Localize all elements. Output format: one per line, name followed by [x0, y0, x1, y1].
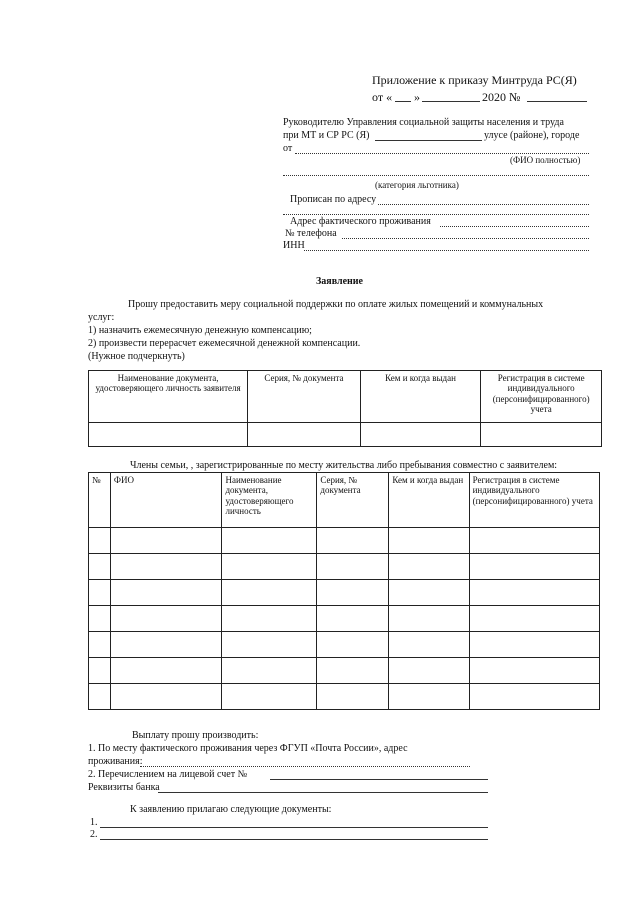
- applicant-documents-table: [88, 370, 602, 447]
- family-col-registration: Регистрация в системе индивидуального (персонифицированного) учета: [469, 473, 599, 528]
- inn-label: ИНН: [283, 240, 305, 251]
- category-field[interactable]: [283, 175, 589, 176]
- payment-option-1: 1. По месту фактического проживания через ФГУП «Почта России», адрес: [88, 743, 408, 754]
- applicant-col-issued: Кем и когда выдан: [360, 371, 481, 423]
- attachment-item-2: 2.: [90, 829, 98, 840]
- payment-option-1-cont: проживания:: [88, 756, 143, 767]
- family-cell[interactable]: [110, 528, 222, 554]
- family-col-fio: ФИО: [110, 473, 222, 528]
- bank-details-label: Реквизиты банка: [88, 782, 160, 793]
- day-field[interactable]: [395, 101, 411, 102]
- residence-address-field[interactable]: [140, 766, 470, 767]
- registered-address-label: Прописан по адресу: [290, 194, 377, 205]
- inn-field[interactable]: [304, 250, 589, 251]
- family-cell[interactable]: [389, 632, 469, 658]
- family-cell[interactable]: [469, 632, 599, 658]
- family-cell[interactable]: [317, 528, 389, 554]
- family-cell[interactable]: [222, 632, 317, 658]
- addressee-line2a: при МТ и СР РС (Я): [283, 130, 370, 141]
- family-cell[interactable]: [89, 528, 111, 554]
- family-cell[interactable]: [389, 684, 469, 710]
- applicant-col-registration: Регистрация в системе индивидуального (персонифицированного) учета: [481, 371, 602, 423]
- family-cell[interactable]: [222, 684, 317, 710]
- family-cell[interactable]: [389, 554, 469, 580]
- attachment-item-1: 1.: [90, 817, 98, 828]
- category-hint: (категория льготника): [375, 180, 459, 190]
- account-number-field[interactable]: [270, 779, 488, 780]
- family-col-issued: Кем и когда выдан: [389, 473, 469, 528]
- family-cell[interactable]: [89, 658, 111, 684]
- month-field[interactable]: [422, 101, 480, 102]
- family-cell[interactable]: [469, 606, 599, 632]
- family-cell[interactable]: [110, 684, 222, 710]
- family-cell[interactable]: [469, 684, 599, 710]
- family-cell[interactable]: [317, 658, 389, 684]
- family-cell[interactable]: [317, 632, 389, 658]
- attachment-field-1[interactable]: [100, 827, 488, 828]
- addressee-line1: Руководителю Управления социальной защиты населения и труда: [283, 117, 564, 128]
- family-cell[interactable]: [469, 658, 599, 684]
- family-col-series: Серия, № документа: [317, 473, 389, 528]
- family-cell[interactable]: [110, 554, 222, 580]
- family-cell[interactable]: [89, 632, 111, 658]
- actual-address-field[interactable]: [440, 226, 589, 227]
- actual-address-label: Адрес фактического проживания: [290, 216, 431, 227]
- registered-address-field[interactable]: [378, 204, 589, 205]
- family-cell[interactable]: [110, 658, 222, 684]
- option-2: 2) произвести перерасчет ежемесячной денежной компенсации.: [88, 338, 361, 349]
- family-cell[interactable]: [222, 606, 317, 632]
- family-cell[interactable]: [89, 580, 111, 606]
- family-cell[interactable]: [469, 580, 599, 606]
- family-cell[interactable]: [389, 528, 469, 554]
- family-cell[interactable]: [469, 554, 599, 580]
- applicant-cell[interactable]: [89, 423, 248, 447]
- addressee-line2b: улусе (районе), городе: [484, 130, 580, 141]
- order-year-number: 2020 №: [482, 90, 521, 104]
- family-cell[interactable]: [222, 580, 317, 606]
- underline-note: (Нужное подчеркнуть): [88, 351, 185, 362]
- ulus-field[interactable]: [375, 140, 482, 141]
- document-title: Заявление: [316, 276, 363, 287]
- family-cell[interactable]: [110, 606, 222, 632]
- applicant-cell[interactable]: [248, 423, 361, 447]
- request-paragraph: Прошу предоставить меру социальной поддержки по оплате жилых помещений и коммунальных: [128, 299, 544, 310]
- family-cell[interactable]: [222, 554, 317, 580]
- family-cell[interactable]: [222, 658, 317, 684]
- payment-intro: Выплату прошу производить:: [132, 730, 259, 741]
- attachments-intro: К заявлению прилагаю следующие документы:: [130, 804, 332, 815]
- applicant-col-series: Серия, № документа: [248, 371, 361, 423]
- order-number-field[interactable]: [527, 101, 587, 102]
- phone-label: № телефона: [285, 228, 337, 239]
- family-cell[interactable]: [222, 528, 317, 554]
- family-cell[interactable]: [389, 580, 469, 606]
- family-cell[interactable]: [389, 658, 469, 684]
- family-cell[interactable]: [110, 580, 222, 606]
- applicant-cell[interactable]: [481, 423, 602, 447]
- family-cell[interactable]: [317, 684, 389, 710]
- family-cell[interactable]: [317, 580, 389, 606]
- day-close-quote: »: [414, 90, 420, 104]
- family-cell[interactable]: [89, 554, 111, 580]
- attachment-field-2[interactable]: [100, 839, 488, 840]
- bank-details-field[interactable]: [158, 792, 488, 793]
- family-cell[interactable]: [469, 528, 599, 554]
- family-cell[interactable]: [317, 554, 389, 580]
- applicant-cell[interactable]: [360, 423, 481, 447]
- family-cell[interactable]: [317, 606, 389, 632]
- registered-address-field-2[interactable]: [283, 214, 589, 215]
- applicant-col-document: Наименование документа, удостоверяющего личность заявителя: [89, 371, 248, 423]
- family-members-table: [88, 472, 600, 710]
- applicant-name-field[interactable]: [295, 153, 589, 154]
- from-label: от: [283, 143, 293, 154]
- family-cell[interactable]: [89, 684, 111, 710]
- family-col-number: №: [89, 473, 111, 528]
- fio-hint: (ФИО полностью): [510, 155, 581, 165]
- appendix-title: Приложение к приказу Минтруда РС(Я): [372, 73, 577, 87]
- option-1: 1) назначить ежемесячную денежную компенсацию;: [88, 325, 312, 336]
- request-paragraph-cont: услуг:: [88, 312, 115, 323]
- family-cell[interactable]: [89, 606, 111, 632]
- family-col-document: Наименование документа, удостоверяющего личность: [222, 473, 317, 528]
- order-from-label: от «: [372, 90, 393, 104]
- phone-field[interactable]: [342, 238, 589, 239]
- family-cell[interactable]: [110, 632, 222, 658]
- family-caption: Члены семьи, , зарегистрированные по месту жительства либо пребывания совместно с заявителем:: [130, 460, 558, 471]
- payment-option-2: 2. Перечислением на лицевой счет №: [88, 769, 248, 780]
- family-cell[interactable]: [389, 606, 469, 632]
